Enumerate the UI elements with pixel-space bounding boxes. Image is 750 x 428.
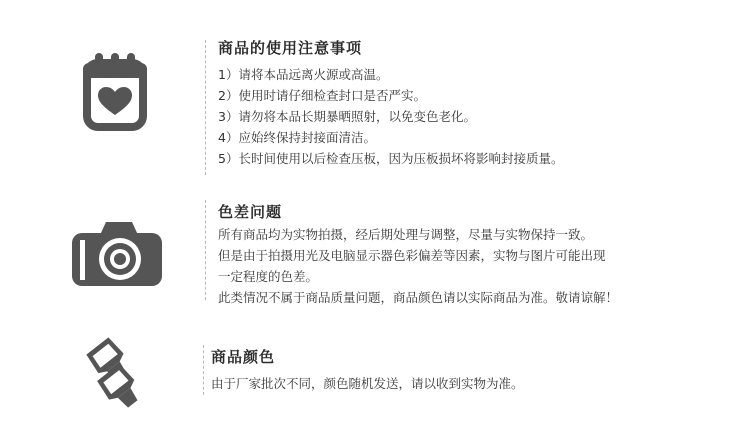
note-line: 2）使用时请仔细检查封口是否严实。 xyxy=(218,88,426,103)
section-divider xyxy=(205,40,206,175)
note-line: 3）请勿将本品长期暴晒照射，以免变色老化。 xyxy=(218,109,476,124)
usage-notes-content xyxy=(218,38,563,169)
note-line: 1）请将本品远离火源或高温。 xyxy=(218,67,389,82)
note-line: 5）长时间使用以后检查压板，因为压板损坏将影响封接质量。 xyxy=(218,151,564,166)
paragraph-line: 所有商品均为实物拍摄，经后期处理与调整，尽量与实物保持一致。 xyxy=(218,227,594,242)
calendar-heart-icon xyxy=(82,51,148,131)
usage-notes-section xyxy=(0,0,750,180)
color-difference-section xyxy=(0,180,750,330)
note-line: 4）应始终保持封接面清洁。 xyxy=(218,130,376,145)
paragraph-line: 由于厂家批次不同，颜色随机发送，请以收到实物为准。 xyxy=(211,376,524,391)
paragraph-line: 但是由于拍摄用光及电脑显示器色彩偏差等因素，实物与图片可能出现 xyxy=(218,248,606,263)
paragraph-line: 此类情况不属于商品质量问题，商品颜色请以实际商品为准。敬请谅解！ xyxy=(218,290,619,305)
section-title: 商品颜色 xyxy=(211,348,276,366)
color-difference-content xyxy=(218,202,618,308)
section-title: 商品的使用注意事项 xyxy=(218,39,363,57)
paragraph-line: 一定程度的色差。 xyxy=(218,269,319,284)
swim-fins-icon xyxy=(84,335,148,411)
section-title: 色差问题 xyxy=(218,203,283,221)
product-color-section xyxy=(0,330,750,428)
section-divider xyxy=(205,200,206,300)
product-color-content xyxy=(211,347,524,393)
camera-icon xyxy=(72,220,162,286)
section-divider xyxy=(203,345,204,395)
